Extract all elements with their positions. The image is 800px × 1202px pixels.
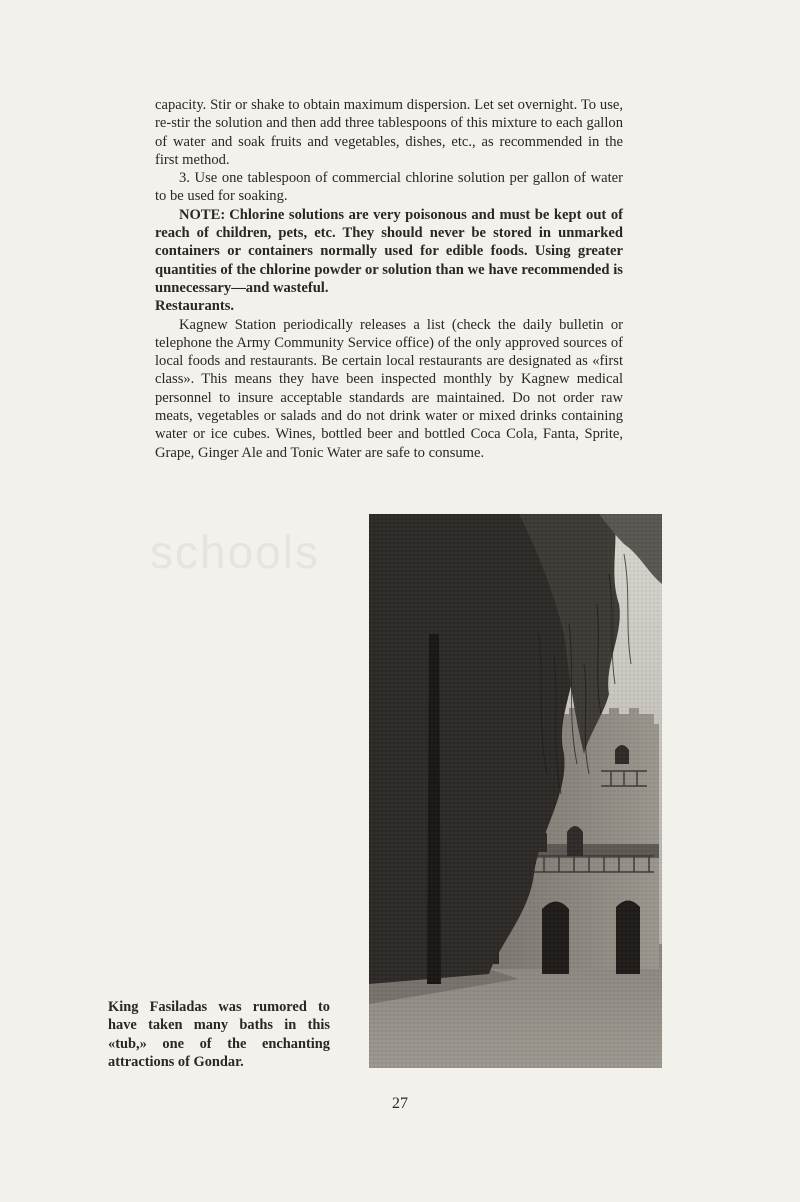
photo-caption: King Fasiladas was rumored to have taken many baths in this «tub,» one of the enchanting attractions of Gondar. <box>108 999 330 1071</box>
body-text <box>155 96 623 462</box>
photo-fasiladas-bath <box>369 514 662 1068</box>
paragraph-restaurants: Kagnew Station periodically releases a list (check the daily bulletin or telephone the Army Community Service office) of the only approved sources of local foods and restaurants. Be certain local restaurants are designated as «first class». This means they have been inspected monthly by Kagnew medical personnel to insure acceptable standards are maintained. Do not order raw meats, vegetables or salads and do not drink water or mixed drinks containing water or ice cubes. Wines, bottled beer and bottled Coca Cola, Fanta, Sprite, Grape, Ginger Ale and Tonic Water are safe to consume. <box>155 316 623 461</box>
page-number: 27 <box>392 1095 408 1112</box>
note-label: NOTE: <box>179 206 226 223</box>
section-heading-restaurants: Restaurants. <box>155 298 235 315</box>
photo-illustration <box>369 514 662 1068</box>
note-text: Chlorine solutions are very poisonous and must be kept out of reach of children, pets, etc. They should never be stored in unmarked containers or containers normally used for edible foods. Using greater quantities of the chlorine powder or solution than we have recommended is unnecessary—and wasteful. <box>155 206 623 296</box>
paragraph-method-3: 3. Use one tablespoon of commercial chlorine solution per gallon of water to be used for soaking. <box>155 170 623 205</box>
paragraph-method-continued: capacity. Stir or shake to obtain maximum dispersion. Let set overnight. To use, re-stir the solution and then add three tablespoons of this mixture to each gallon of water and soak fruits and vegetables, dishes, etc., as recommended in the first method. <box>155 97 623 168</box>
show-through-text: schools <box>150 526 320 578</box>
safety-note <box>155 206 623 297</box>
